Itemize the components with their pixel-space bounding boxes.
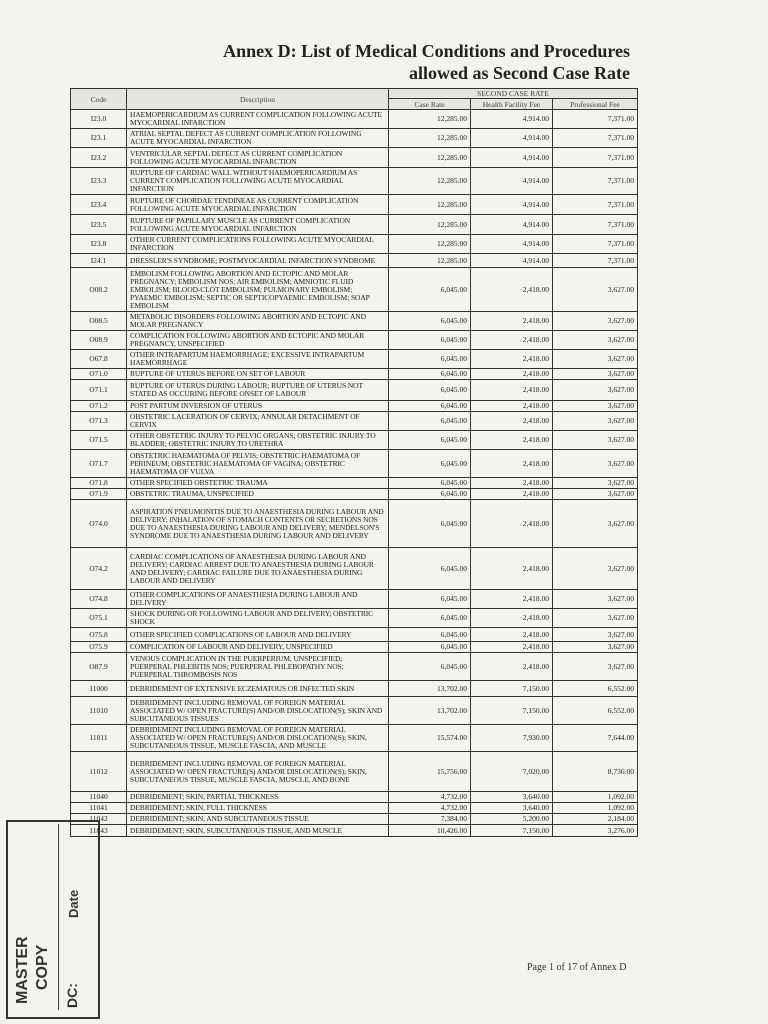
- row-description: OBSTETRIC TRAUMA, UNSPECIFIED: [127, 489, 389, 500]
- row-code: 11043: [71, 825, 127, 837]
- row-description: COMPLICATION FOLLOWING ABORTION AND ECTOPIC AND MOLAR PREGNANCY, UNSPECIFIED: [127, 331, 389, 350]
- table-row: [71, 235, 638, 254]
- row-case-rate: 6,045.00: [389, 450, 471, 478]
- row-health-facility-fee: 2,418.00: [471, 489, 553, 500]
- table-row: [71, 697, 638, 725]
- row-health-facility-fee: 2,418.00: [471, 350, 553, 369]
- row-health-facility-fee: 2,418.00: [471, 609, 553, 628]
- table-row: [71, 401, 638, 412]
- row-case-rate: 12,285.00: [389, 195, 471, 215]
- row-description: RUPTURE OF CARDIAC WALL WITHOUT HAEMOPERICARDIUM AS CURRENT COMPLICATION FOLLOWING ACUTE MYOCARDIAL INFARCTION: [127, 168, 389, 195]
- row-code: O87.9: [71, 653, 127, 681]
- row-case-rate: 6,045.00: [389, 609, 471, 628]
- row-code: O08.2: [71, 268, 127, 312]
- row-case-rate: 12,285.00: [389, 168, 471, 195]
- table-row: [71, 450, 638, 478]
- row-description: DEBRIDEMENT; SKIN, PARTIAL THICKNESS: [127, 792, 389, 803]
- row-code: O75.8: [71, 628, 127, 642]
- row-health-facility-fee: 4,914.00: [471, 195, 553, 215]
- row-description: VENOUS COMPLICATION IN THE PUERPERIUM, UNSPECIFIED; PUERPERAL PHLEBITIS NOS; PUERPERAL PHLEBOPATHY NOS; PUERPERAL THROMBOSIS NOS: [127, 653, 389, 681]
- row-health-facility-fee: 2,418.00: [471, 653, 553, 681]
- row-case-rate: 6,045.00: [389, 653, 471, 681]
- row-case-rate: 6,045.00: [389, 489, 471, 500]
- table-row: [71, 380, 638, 401]
- row-professional-fee: 3,627.00: [553, 401, 638, 412]
- row-description: DRESSLER'S SYNDROME; POSTMYOCARDIAL INFARCTION SYNDROME: [127, 254, 389, 268]
- row-description: DEBRIDEMENT; SKIN, FULL THICKNESS: [127, 803, 389, 814]
- row-description: OTHER SPECIFIED COMPLICATIONS OF LABOUR AND DELIVERY: [127, 628, 389, 642]
- table-row: [71, 195, 638, 215]
- row-professional-fee: 3,627.00: [553, 331, 638, 350]
- row-description: HAEMOPERICARDIUM AS CURRENT COMPLICATION FOLLOWING ACUTE MYOCARDIAL INFARCTION: [127, 110, 389, 129]
- table-row: [71, 129, 638, 148]
- table-row: [71, 814, 638, 825]
- row-professional-fee: 7,371.00: [553, 254, 638, 268]
- table-row: [71, 489, 638, 500]
- page-title: [223, 40, 630, 84]
- row-case-rate: 12,285.00: [389, 110, 471, 129]
- row-description: RUPTURE OF CHORDAE TENDINEAE AS CURRENT COMPLICATION FOLLOWING ACUTE MYOCARDIAL INFARCTION: [127, 195, 389, 215]
- row-professional-fee: 3,627.00: [553, 268, 638, 312]
- row-code: I23.0: [71, 110, 127, 129]
- row-description: CARDIAC COMPLICATIONS OF ANAESTHESIA DURING LABOUR AND DELIVERY; CARDIAC ARREST DUE TO ANAESTHESIA DURING LABOUR AND DELIVERY; CARDIAC FAILURE DUE TO ANAESTHESIA DURING LABOUR AND DELIVERY: [127, 548, 389, 590]
- header-health-facility-fee: Health Facility Fee: [471, 99, 553, 110]
- row-case-rate: 6,045.00: [389, 628, 471, 642]
- table-row: [71, 653, 638, 681]
- row-professional-fee: 3,627.00: [553, 548, 638, 590]
- row-case-rate: 12,285.00: [389, 235, 471, 254]
- row-code: 11042: [71, 814, 127, 825]
- row-code: O71.3: [71, 412, 127, 431]
- row-code: 11040: [71, 792, 127, 803]
- row-description: DEBRIDEMENT INCLUDING REMOVAL OF FOREIGN MATERIAL ASSOCIATED W/ OPEN FRACTURE(S) AND/OR DISLOCATION(S); SKIN AND SUBCUTANEOUS TISSUES: [127, 697, 389, 725]
- row-health-facility-fee: 4,914.00: [471, 254, 553, 268]
- row-professional-fee: 3,627.00: [553, 431, 638, 450]
- row-description: OTHER CURRENT COMPLICATIONS FOLLOWING ACUTE MYOCARDIAL INFARCTION: [127, 235, 389, 254]
- row-health-facility-fee: 2,418.00: [471, 401, 553, 412]
- row-health-facility-fee: 2,418.00: [471, 478, 553, 489]
- header-second-case-rate: SECOND CASE RATE: [389, 89, 638, 99]
- table-row: [71, 254, 638, 268]
- row-professional-fee: 3,627.00: [553, 369, 638, 380]
- table-row: [71, 752, 638, 792]
- row-description: DEBRIDEMENT INCLUDING REMOVAL OF FOREIGN MATERIAL ASSOCIATED W/ OPEN FRACTURE(S) AND/OR DISLOCATION(S); SKIN, SUBCUTANEOUS TISSUE, MUSCLE FASCIA, MUSCLE, AND BONE: [127, 752, 389, 792]
- row-code: 11012: [71, 752, 127, 792]
- row-description: DEBRIDEMENT OF EXTENSIVE ECZEMATOUS OR INFECTED SKIN: [127, 681, 389, 697]
- table-row: [71, 168, 638, 195]
- row-description: RUPTURE OF UTERUS BEFORE ON SET OF LABOUR: [127, 369, 389, 380]
- row-description: DEBRIDEMENT INCLUDING REMOVAL OF FOREIGN MATERIAL ASSOCIATED W/ OPEN FRACTURE(S) AND/OR DISLOCATION(S); SKIN, SUBCUTANEOUS TISSUE, MUSCLE FASCIA, AND MUSCLE: [127, 725, 389, 752]
- stamp-master-text: MASTER: [14, 936, 31, 1004]
- row-code: I23.2: [71, 148, 127, 168]
- row-code: 11010: [71, 697, 127, 725]
- row-description: EMBOLISM FOLLOWING ABORTION AND ECTOPIC AND MOLAR PREGNANCY; EMBOLISM NOS; AIR EMBOLISM; AMNIOTIC FLUID EMBOLISM; BLOOD-CLOT EMBOLISM; PULMONARY EMBOLISM; PYAEMIC EMBOLISM; SEPTIC OR SEPTICOPYAEMIC EMBOLISM; SOAP EMBOLISM: [127, 268, 389, 312]
- row-code: O71.7: [71, 450, 127, 478]
- row-description: SHOCK DURING OR FOLLOWING LABOUR AND DELIVERY; OBSTETRIC SHOCK: [127, 609, 389, 628]
- row-case-rate: 13,702.00: [389, 697, 471, 725]
- table-row: [71, 148, 638, 168]
- row-case-rate: 6,045.00: [389, 380, 471, 401]
- row-health-facility-fee: 5,200.00: [471, 814, 553, 825]
- row-health-facility-fee: 2,418.00: [471, 590, 553, 609]
- row-code: I23.8: [71, 235, 127, 254]
- row-description: POST PARTUM INVERSION OF UTERUS: [127, 401, 389, 412]
- row-professional-fee: 3,627.00: [553, 350, 638, 369]
- row-code: O71.1: [71, 380, 127, 401]
- row-description: METABOLIC DISORDERS FOLLOWING ABORTION AND ECTOPIC AND MOLAR PREGNANCY: [127, 312, 389, 331]
- row-professional-fee: 3,627.00: [553, 628, 638, 642]
- row-description: VENTRICULAR SEPTAL DEFECT AS CURRENT COMPLICATION FOLLOWING ACUTE MYOCARDIAL INFARCTION: [127, 148, 389, 168]
- row-professional-fee: 3,627.00: [553, 450, 638, 478]
- table-row: [71, 609, 638, 628]
- row-health-facility-fee: 2,418.00: [471, 369, 553, 380]
- row-health-facility-fee: 2,418.00: [471, 500, 553, 548]
- row-code: O67.8: [71, 350, 127, 369]
- row-health-facility-fee: 4,914.00: [471, 215, 553, 235]
- row-code: O74.2: [71, 548, 127, 590]
- second-case-rate-table: [70, 88, 638, 837]
- table-row: [71, 431, 638, 450]
- row-case-rate: 15,574.00: [389, 725, 471, 752]
- row-code: O71.2: [71, 401, 127, 412]
- row-case-rate: 10,426.00: [389, 825, 471, 837]
- row-case-rate: 4,732.00: [389, 792, 471, 803]
- row-code: O74.8: [71, 590, 127, 609]
- row-case-rate: 6,045.00: [389, 478, 471, 489]
- table-row: [71, 268, 638, 312]
- row-description: DEBRIDEMENT; SKIN, AND SUBCUTANEOUS TISSUE: [127, 814, 389, 825]
- table-row: [71, 412, 638, 431]
- table-row: [71, 590, 638, 609]
- row-code: O71.5: [71, 431, 127, 450]
- row-professional-fee: 1,092.00: [553, 803, 638, 814]
- row-code: O08.5: [71, 312, 127, 331]
- row-professional-fee: 3,627.00: [553, 609, 638, 628]
- row-health-facility-fee: 2,418.00: [471, 431, 553, 450]
- row-professional-fee: 7,644.00: [553, 725, 638, 752]
- table-row: [71, 725, 638, 752]
- row-health-facility-fee: 7,020.00: [471, 752, 553, 792]
- table-row: [71, 681, 638, 697]
- row-professional-fee: 3,627.00: [553, 380, 638, 401]
- header-case-rate: Case Rate: [389, 99, 471, 110]
- row-health-facility-fee: 2,418.00: [471, 331, 553, 350]
- header-code: Code: [71, 89, 127, 110]
- row-health-facility-fee: 2,418.00: [471, 412, 553, 431]
- row-code: O71.8: [71, 478, 127, 489]
- row-code: 11011: [71, 725, 127, 752]
- row-description: ASPIRATION PNEUMONITIS DUE TO ANAESTHESIA DURING LABOUR AND DELIVERY; INHALATION OF STOMACH CONTENTS OR SECRETIONS NOS DUE TO ANAESTHESIA DURING LABOUR AND DELIVERY; MENDELSON'S SYNDROME DUE TO ANAESTHESIA DURING LABOUR AND DELIVERY: [127, 500, 389, 548]
- row-description: OTHER INTRAPARTUM HAEMORRHAGE; EXCESSIVE INTRAPARTUM HAEMORRHAGE: [127, 350, 389, 369]
- row-code: O75.1: [71, 609, 127, 628]
- row-health-facility-fee: 7,150.00: [471, 681, 553, 697]
- row-case-rate: 6,045.00: [389, 369, 471, 380]
- stamp-copy-text: COPY: [34, 944, 51, 990]
- row-professional-fee: 3,627.00: [553, 642, 638, 653]
- row-professional-fee: 7,371.00: [553, 168, 638, 195]
- row-description: OTHER SPECIFIED OBSTETRIC TRAUMA: [127, 478, 389, 489]
- header-professional-fee: Professional Fee: [553, 99, 638, 110]
- row-health-facility-fee: 4,914.00: [471, 235, 553, 254]
- row-case-rate: 12,285.00: [389, 254, 471, 268]
- row-case-rate: 6,045.00: [389, 431, 471, 450]
- table-row: [71, 642, 638, 653]
- row-code: I24.1: [71, 254, 127, 268]
- row-case-rate: 4,732.00: [389, 803, 471, 814]
- table-row: [71, 215, 638, 235]
- row-case-rate: 6,045.00: [389, 268, 471, 312]
- row-health-facility-fee: 4,914.00: [471, 148, 553, 168]
- row-case-rate: 13,702.00: [389, 681, 471, 697]
- row-description: DEBRIDEMENT; SKIN, SUBCUTANEOUS TISSUE, AND MUSCLE: [127, 825, 389, 837]
- row-health-facility-fee: 3,640.00: [471, 803, 553, 814]
- row-code: O08.9: [71, 331, 127, 350]
- row-case-rate: 12,285.00: [389, 148, 471, 168]
- row-code: O71.0: [71, 369, 127, 380]
- row-code: 11000: [71, 681, 127, 697]
- row-case-rate: 6,045.00: [389, 590, 471, 609]
- stamp-date-label: Date: [66, 889, 81, 918]
- title-line-1: Annex D: List of Medical Conditions and Procedures: [223, 41, 630, 61]
- row-description: RUPTURE OF UTERUS DURING LABOUR; RUPTURE OF UTERUS NOT STATED AS OCCURING BEFORE ONSET OF LABOUR: [127, 380, 389, 401]
- row-health-facility-fee: 2,418.00: [471, 450, 553, 478]
- stamp-dc-label: DC:: [64, 983, 80, 1008]
- table-row: [71, 110, 638, 129]
- page-number: Page 1 of 17 of Annex D: [527, 962, 627, 973]
- row-professional-fee: 7,371.00: [553, 148, 638, 168]
- header-description: Description: [127, 89, 389, 110]
- row-case-rate: 6,045.00: [389, 350, 471, 369]
- row-case-rate: 6,045.00: [389, 412, 471, 431]
- row-professional-fee: 3,627.00: [553, 478, 638, 489]
- row-code: 11041: [71, 803, 127, 814]
- table-row: [71, 331, 638, 350]
- row-professional-fee: 3,627.00: [553, 500, 638, 548]
- row-description: OTHER OBSTETRIC INJURY TO PELVIC ORGANS; OBSTETRIC INJURY TO BLADDER; OBSTETRIC INJURY TO URETHRA: [127, 431, 389, 450]
- row-description: RUPTURE OF PAPILLARY MUSCLE AS CURRENT COMPLICATION FOLLOWING ACUTE MYOCARDIAL INFARCTION: [127, 215, 389, 235]
- row-case-rate: 12,285.00: [389, 215, 471, 235]
- table-row: [71, 500, 638, 548]
- row-professional-fee: 3,627.00: [553, 590, 638, 609]
- row-health-facility-fee: 2,418.00: [471, 380, 553, 401]
- row-case-rate: 6,045.00: [389, 312, 471, 331]
- row-professional-fee: 3,627.00: [553, 412, 638, 431]
- row-description: OBSTETRIC HAEMATOMA OF PELVIS; OBSTETRIC HAEMATOMA OF PERINEUM; OBSTETRIC HAEMATOMA OF VAGINA; OBSTETRIC HAEMATOMA OF VULVA: [127, 450, 389, 478]
- row-professional-fee: 3,627.00: [553, 653, 638, 681]
- row-professional-fee: 7,371.00: [553, 235, 638, 254]
- row-case-rate: 6,045.00: [389, 401, 471, 412]
- table-row: [71, 312, 638, 331]
- row-professional-fee: 3,276.00: [553, 825, 638, 837]
- row-code: I23.3: [71, 168, 127, 195]
- row-case-rate: 6,045.00: [389, 642, 471, 653]
- row-code: I23.4: [71, 195, 127, 215]
- row-health-facility-fee: 2,418.00: [471, 548, 553, 590]
- row-professional-fee: 1,092.00: [553, 792, 638, 803]
- row-professional-fee: 7,371.00: [553, 195, 638, 215]
- row-description: ATRIAL SEPTAL DEFECT AS CURRENT COMPLICATION FOLLOWING ACUTE MYOCARDIAL INFARCTION: [127, 129, 389, 148]
- table-body: [71, 110, 638, 837]
- row-code: O75.9: [71, 642, 127, 653]
- row-health-facility-fee: 2,418.00: [471, 312, 553, 331]
- table-row: [71, 628, 638, 642]
- table-row: [71, 825, 638, 837]
- table-row: [71, 548, 638, 590]
- row-description: OTHER COMPLICATIONS OF ANAESTHESIA DURING LABOUR AND DELIVERY: [127, 590, 389, 609]
- table-row: [71, 369, 638, 380]
- row-case-rate: 7,384.00: [389, 814, 471, 825]
- row-case-rate: 6,045.00: [389, 500, 471, 548]
- title-line-2: allowed as Second Case Rate: [409, 63, 630, 83]
- row-professional-fee: 3,627.00: [553, 312, 638, 331]
- table-row: [71, 803, 638, 814]
- table-row: [71, 478, 638, 489]
- row-code: O74.0: [71, 500, 127, 548]
- row-health-facility-fee: 4,914.00: [471, 129, 553, 148]
- row-professional-fee: 7,371.00: [553, 110, 638, 129]
- row-health-facility-fee: 2,418.00: [471, 268, 553, 312]
- row-code: I23.5: [71, 215, 127, 235]
- row-case-rate: 12,285.00: [389, 129, 471, 148]
- row-health-facility-fee: 2,418.00: [471, 642, 553, 653]
- row-professional-fee: 7,371.00: [553, 129, 638, 148]
- row-case-rate: 15,756.00: [389, 752, 471, 792]
- row-health-facility-fee: 7,150.00: [471, 697, 553, 725]
- row-professional-fee: 2,184.00: [553, 814, 638, 825]
- row-professional-fee: 6,552.00: [553, 681, 638, 697]
- row-professional-fee: 6,552.00: [553, 697, 638, 725]
- row-health-facility-fee: 7,150.00: [471, 825, 553, 837]
- row-professional-fee: 7,371.00: [553, 215, 638, 235]
- table-row: [71, 350, 638, 369]
- row-health-facility-fee: 7,930.00: [471, 725, 553, 752]
- row-health-facility-fee: 4,914.00: [471, 110, 553, 129]
- table-row: [71, 792, 638, 803]
- row-description: COMPLICATION OF LABOUR AND DELIVERY, UNSPECIFIED: [127, 642, 389, 653]
- row-case-rate: 6,045.00: [389, 548, 471, 590]
- row-code: I23.1: [71, 129, 127, 148]
- row-health-facility-fee: 2,418.00: [471, 628, 553, 642]
- row-description: OBSTETRIC LACERATION OF CERVIX; ANNULAR DETACHMENT OF CERVIX: [127, 412, 389, 431]
- row-code: O71.9: [71, 489, 127, 500]
- row-health-facility-fee: 3,640.00: [471, 792, 553, 803]
- row-health-facility-fee: 4,914.00: [471, 168, 553, 195]
- row-case-rate: 6,045.00: [389, 331, 471, 350]
- row-professional-fee: 8,736.00: [553, 752, 638, 792]
- row-professional-fee: 3,627.00: [553, 489, 638, 500]
